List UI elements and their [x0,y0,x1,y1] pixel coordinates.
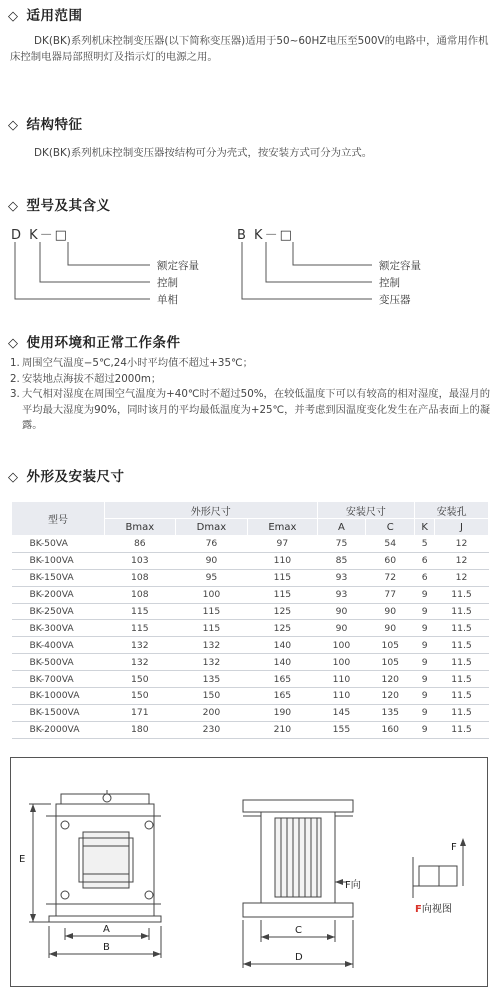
table-cell: 75 [317,536,366,553]
table-cell: 230 [175,721,248,738]
section-environment-heading [8,331,181,351]
table-cell: 125 [248,620,317,637]
table-cell: 95 [175,569,248,586]
table-cell: 11.5 [435,721,489,738]
header-dmax: Dmax [175,519,248,536]
table-cell: BK-1000VA [12,688,105,705]
table-cell: 9 [415,620,435,637]
table-cell: 110 [317,688,366,705]
table-cell: 60 [366,552,415,569]
section-structure-heading [8,113,83,133]
table-cell: 90 [175,552,248,569]
table-cell: 85 [317,552,366,569]
table-cell: 171 [105,704,176,721]
table-cell: 108 [105,569,176,586]
table-cell: BK-400VA [12,637,105,654]
section-title: 结构特征 [26,117,83,133]
table-cell: 120 [366,688,415,705]
list-number: 1. [10,357,20,369]
table-cell: 11.5 [435,671,489,688]
table-cell: 90 [317,620,366,637]
section-title: 使用环境和正常工作条件 [26,335,181,351]
structure-text: DK(BK)系列机床控制变压器按结构可分为壳式，按安装方式可分为立式。 [34,147,373,159]
table-cell: 12 [435,536,489,553]
table-cell: 93 [317,569,366,586]
list-number: 2. [10,372,20,385]
table-cell: 11.5 [435,704,489,721]
table-cell: BK-100VA [12,552,105,569]
table-row [12,536,489,553]
table-cell: 140 [248,654,317,671]
table-cell: 9 [415,671,435,688]
label-b: B [103,942,110,953]
table-cell: 12 [435,552,489,569]
table-cell: 105 [366,654,415,671]
table-cell: 6 [415,569,435,586]
table-cell: 115 [175,620,248,637]
table-row [12,637,489,654]
header-install-hole: 安装孔 [415,502,489,519]
bk-label-transformer: 变压器 [379,294,411,306]
table-row [12,688,489,705]
table-cell: BK-1500VA [12,704,105,721]
table-cell: 150 [175,688,248,705]
table-cell: BK-2000VA [12,721,105,738]
table-cell: 115 [105,620,176,637]
table-cell: 145 [317,704,366,721]
table-cell: 120 [366,671,415,688]
table-cell: 132 [105,654,176,671]
bk-model-code: B K－□ [237,228,294,243]
label-d: D [295,952,303,963]
table-cell: 115 [175,603,248,620]
table-row [12,603,489,620]
table-row [12,671,489,688]
dk-model-code: D K－□ [11,228,69,243]
table-cell: 54 [366,536,415,553]
table-cell: 165 [248,688,317,705]
section-title: 适用范围 [26,8,83,24]
dk-label-single-phase: 单相 [157,294,178,306]
table-cell: 11.5 [435,620,489,637]
table-cell: 105 [366,637,415,654]
dimensions-table [11,501,489,739]
table-cell: 110 [317,671,366,688]
list-text: 大气相对湿度在周围空气温度为+40℃时不超过50%，在较低温度下可以有较高的相对湿度，最湿月的平均最大湿度为90%，同时该月的平均最低温度为+25℃，并考虑到因温度变化发生在产品表面上的凝露。 [22,388,491,431]
diamond-icon: ◇ [8,9,19,24]
table-cell: 135 [366,704,415,721]
diamond-icon: ◇ [8,199,19,214]
table-row [12,654,489,671]
header-a: A [317,519,366,536]
table-cell: BK-200VA [12,586,105,603]
table-cell: 86 [105,536,176,553]
table-cell: BK-500VA [12,654,105,671]
table-body [12,536,489,739]
table-cell: 100 [317,654,366,671]
table-cell: 108 [105,586,176,603]
table-cell: 115 [248,569,317,586]
header-outline-size: 外形尺寸 [105,502,318,519]
table-cell: 9 [415,586,435,603]
bk-label-capacity: 额定容量 [379,260,421,272]
table-row [12,586,489,603]
diamond-icon: ◇ [8,118,19,133]
table-cell: 180 [105,721,176,738]
table-cell: 115 [105,603,176,620]
header-bmax: Bmax [105,519,176,536]
header-j: J [435,519,489,536]
table-cell: 11.5 [435,586,489,603]
dimension-diagram [10,757,488,987]
table-cell: 9 [415,721,435,738]
list-text: 周围空气温度−5℃,24小时平均值不超过+35℃； [22,357,253,369]
table-row [12,620,489,637]
header-k: K [415,519,435,536]
table-cell: 90 [366,620,415,637]
list-number: 3. [10,388,20,400]
header-model: 型号 [12,502,105,536]
label-f-direction: F向 [345,880,361,891]
table-cell: 11.5 [435,637,489,654]
table-cell: BK-700VA [12,671,105,688]
table-cell: 97 [248,536,317,553]
table-cell: 115 [248,586,317,603]
header-c: C [366,519,415,536]
model-meaning-lines [0,220,500,310]
table-cell: 11.5 [435,603,489,620]
diamond-icon: ◇ [8,336,19,351]
table-cell: 90 [317,603,366,620]
table-cell: BK-300VA [12,620,105,637]
section-model-heading [8,194,111,214]
table-cell: 9 [415,603,435,620]
table-cell: 210 [248,721,317,738]
scope-text: DK(BK)系列机床控制变压器(以下简称变压器)适用于50~60HZ电压至500V的电路中，通常用作机床控制电器局部照明灯及指示灯的电源之用。 [10,35,489,63]
table-cell: 110 [248,552,317,569]
table-cell: 9 [415,654,435,671]
section-scope-heading [8,4,83,24]
table-cell: 160 [366,721,415,738]
table-cell: 100 [175,586,248,603]
list-text: 安装地点海拔不超过2000m； [22,372,162,385]
dk-label-control: 控制 [157,277,178,289]
diamond-icon: ◇ [8,470,19,485]
table-row [12,704,489,721]
table-cell: 9 [415,688,435,705]
table-cell: 150 [105,688,176,705]
table-cell: 77 [366,586,415,603]
bk-label-control: 控制 [379,277,400,289]
table-cell: 125 [248,603,317,620]
table-row [12,552,489,569]
label-e: E [19,854,26,865]
table-header-row [12,502,489,519]
section-title: 外形及安装尺寸 [26,469,125,485]
table-cell: 9 [415,637,435,654]
table-cell: BK-250VA [12,603,105,620]
table-cell: 200 [175,704,248,721]
label-a: A [103,924,110,935]
label-f-view: F向视图 [415,904,452,915]
table-cell: 165 [248,671,317,688]
table-cell: 93 [317,586,366,603]
list-item [10,356,494,372]
table-cell: 72 [366,569,415,586]
table-cell: 100 [317,637,366,654]
table-row [12,721,489,738]
table-cell: 12 [435,569,489,586]
table-cell: 132 [175,654,248,671]
table-cell: 140 [248,637,317,654]
table-cell: 132 [175,637,248,654]
table-row [12,569,489,586]
table-cell: 11.5 [435,688,489,705]
table-cell: 155 [317,721,366,738]
environment-list [10,356,494,434]
table-cell: 103 [105,552,176,569]
table-cell: BK-50VA [12,536,105,553]
table-cell: 76 [175,536,248,553]
table-cell: 135 [175,671,248,688]
table-cell: 190 [248,704,317,721]
table-cell: 150 [105,671,176,688]
technical-drawing [11,758,487,986]
table-cell: 90 [366,603,415,620]
section-title: 型号及其含义 [26,198,111,214]
table-cell: 5 [415,536,435,553]
table-cell: 132 [105,637,176,654]
header-install-size: 安装尺寸 [317,502,415,519]
header-emax: Emax [248,519,317,536]
list-item [10,372,494,388]
dk-label-capacity: 额定容量 [157,260,199,272]
table-cell: 11.5 [435,654,489,671]
table-cell: BK-150VA [12,569,105,586]
table-cell: 6 [415,552,435,569]
label-c: C [295,925,302,936]
section-dimensions-heading [8,465,125,485]
label-f: F [451,842,457,853]
list-item [10,387,494,434]
table-cell: 9 [415,704,435,721]
